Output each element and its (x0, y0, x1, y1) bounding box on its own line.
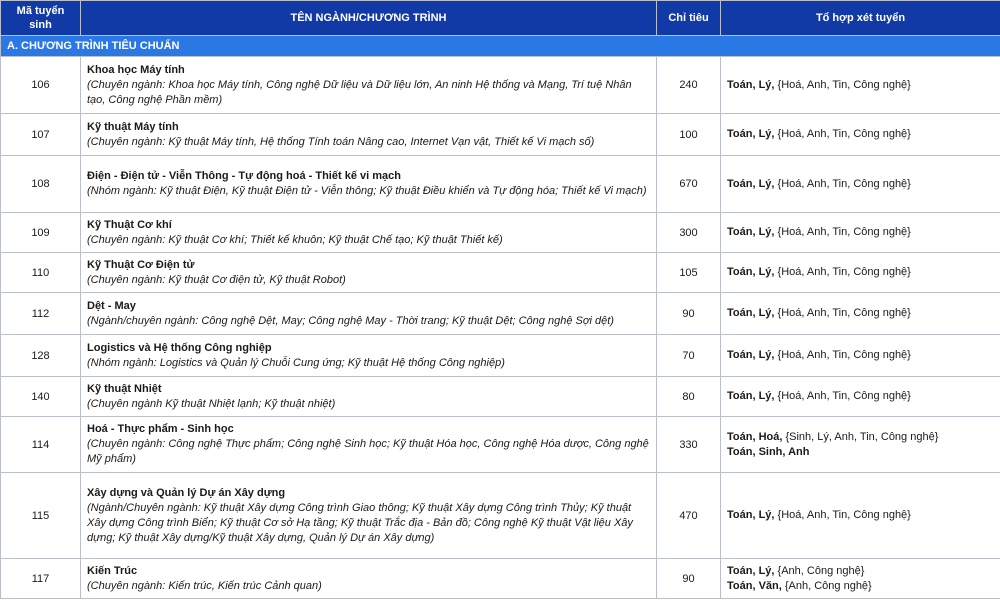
program-name: Kiến Trúc (87, 564, 138, 577)
program-cell (81, 114, 657, 156)
program-cell (81, 253, 657, 293)
program-cell (81, 213, 657, 253)
program-quota: 100 (657, 114, 721, 156)
program-cell (81, 473, 657, 559)
program-code: 128 (1, 335, 81, 377)
combo-required: Toán, Hoá, (727, 430, 783, 443)
combo-required: Toán, Sinh, Anh (727, 445, 810, 458)
subject-combination (721, 377, 1000, 417)
combo-optional: {Anh, Công nghệ} (774, 564, 865, 577)
combo-optional: {Hoá, Anh, Tin, Công nghệ} (774, 307, 911, 319)
subject-combination (721, 559, 1000, 599)
subject-combination (721, 114, 1000, 156)
table-row (1, 335, 1000, 377)
header-program: TÊN NGÀNH/CHƯƠNG TRÌNH (81, 1, 657, 36)
combo-required: Toán, Lý, (727, 307, 775, 319)
header-quota: Chỉ tiêu (657, 1, 721, 36)
combo-optional: {Hoá, Anh, Tin, Công nghệ} (774, 128, 911, 140)
program-specializations: (Chuyên ngành: Kỹ thuật Máy tính, Hệ thống Tính toán Nâng cao, Internet Vạn vật, Thiết kế Vi mạch số) (87, 135, 595, 148)
combo-optional: {Hoá, Anh, Tin, Công nghệ} (774, 509, 911, 521)
combo-required: Toán, Lý, (727, 226, 775, 238)
program-name: Kỹ thuật Máy tính (87, 120, 179, 133)
program-specializations: (Chuyên ngành: Công nghệ Thực phẩm; Công nghệ Sinh học; Kỹ thuật Hóa học, Công nghệ Hóa dược, Công nghệ Mỹ phẩm) (87, 438, 649, 465)
subject-combination (721, 213, 1000, 253)
program-code: 106 (1, 57, 81, 114)
table-row (1, 213, 1000, 253)
section-title: A. CHƯƠNG TRÌNH TIÊU CHUẨN (1, 36, 1000, 57)
program-code: 115 (1, 473, 81, 559)
subject-combination (721, 417, 1000, 473)
combo-required: Toán, Lý, (727, 177, 775, 190)
program-cell (81, 335, 657, 377)
program-cell (81, 377, 657, 417)
combo-required: Toán, Lý, (727, 390, 775, 402)
program-quota: 90 (657, 559, 721, 599)
program-name: Điện - Điện tử - Viễn Thông - Tự động hoá - Thiết kế vi mạch (87, 170, 401, 182)
program-specializations: (Chuyên ngành: Kỹ thuật Cơ khí; Thiết kế khuôn; Kỹ thuật Chế tạo; Kỹ thuật Thiết kế) (87, 233, 503, 246)
subject-combination (721, 57, 1000, 114)
combo-optional: {Hoá, Anh, Tin, Công nghệ} (774, 177, 911, 190)
combo-optional: {Hoá, Anh, Tin, Công nghệ} (774, 349, 911, 361)
program-code: 140 (1, 377, 81, 417)
combo-optional: {Hoá, Anh, Tin, Công nghệ} (774, 390, 911, 402)
program-name: Kỹ Thuật Cơ khí (87, 218, 172, 231)
program-specializations: (Chuyên ngành: Khoa học Máy tính, Công nghệ Dữ liệu và Dữ liệu lớn, An ninh Hệ thống và Mạng, Trí tuệ Nhân tạo, Công nghệ Phần mềm) (87, 78, 632, 106)
combo-required: Toán, Lý, (727, 266, 775, 278)
program-code: 117 (1, 559, 81, 599)
program-code: 112 (1, 293, 81, 335)
subject-combination (721, 253, 1000, 293)
program-specializations: (Chuyên ngành: Kiến trúc, Kiến trúc Cảnh quan) (87, 579, 322, 592)
table-row (1, 293, 1000, 335)
header-row (1, 1, 1000, 36)
program-quota: 90 (657, 293, 721, 335)
program-code: 114 (1, 417, 81, 473)
program-cell (81, 293, 657, 335)
program-quota: 70 (657, 335, 721, 377)
program-specializations: (Ngành/chuyên ngành: Công nghệ Dệt, May; Công nghệ May - Thời trang; Kỹ thuật Dệt; Công nghệ Sợi dệt) (87, 314, 614, 327)
combo-required: Toán, Văn, (727, 579, 782, 592)
table-row (1, 156, 1000, 213)
program-quota: 330 (657, 417, 721, 473)
program-name: Kỹ Thuật Cơ Điện tử (87, 258, 195, 271)
program-quota: 105 (657, 253, 721, 293)
header-combination: Tổ hợp xét tuyển (721, 1, 1000, 36)
table-row (1, 377, 1000, 417)
program-specializations: (Chuyên ngành Kỹ thuật Nhiệt lạnh; Kỹ thuật nhiệt) (87, 397, 336, 410)
program-cell (81, 559, 657, 599)
combo-optional: {Hoá, Anh, Tin, Công nghệ} (774, 78, 911, 91)
program-quota: 80 (657, 377, 721, 417)
subject-combination (721, 335, 1000, 377)
program-name: Khoa học Máy tính (87, 63, 185, 76)
table-row (1, 417, 1000, 473)
program-code: 110 (1, 253, 81, 293)
program-quota: 300 (657, 213, 721, 253)
combo-required: Toán, Lý, (727, 78, 775, 91)
program-specializations: (Nhóm ngành: Logistics và Quản lý Chuỗi Cung ứng; Kỹ thuật Hệ thống Công nghiệp) (87, 356, 505, 369)
subject-combination (721, 293, 1000, 335)
table-row (1, 253, 1000, 293)
combo-optional: {Sinh, Lý, Anh, Tin, Công nghệ} (782, 430, 939, 443)
program-cell (81, 156, 657, 213)
subject-combination (721, 156, 1000, 213)
combo-required: Toán, Lý, (727, 564, 775, 577)
program-name: Kỹ thuật Nhiệt (87, 382, 162, 395)
program-quota: 670 (657, 156, 721, 213)
program-code: 108 (1, 156, 81, 213)
subject-combination (721, 473, 1000, 559)
program-specializations: (Chuyên ngành: Kỹ thuật Cơ điện tử, Kỹ thuật Robot) (87, 273, 346, 286)
program-cell (81, 57, 657, 114)
combo-optional: {Anh, Công nghệ} (781, 579, 872, 592)
program-name: Dệt - May (87, 299, 136, 312)
program-cell (81, 417, 657, 473)
program-specializations: (Ngành/Chuyên ngành: Kỹ thuật Xây dựng Công trình Giao thông; Kỹ thuật Xây dựng Công trình Thủy; Kỹ thuật Xây dựng Công trình Biển; Kỹ thuật Cơ sở Hạ tầng; Kỹ thuật Trắc địa - Bản đồ; Công nghệ Kỹ thuật Vật liệu Xây dựng; Kỹ thuật Xây dựng/Kỹ thuật Xây dựng, Quản lý Dự án Xây dựng) (87, 501, 633, 544)
combo-required: Toán, Lý, (727, 349, 775, 361)
program-quota: 240 (657, 57, 721, 114)
header-code: Mã tuyển sinh (1, 1, 81, 36)
combo-optional: {Hoá, Anh, Tin, Công nghệ} (774, 266, 911, 278)
program-name: Logistics và Hệ thống Công nghiệp (87, 341, 272, 354)
program-name: Xây dựng và Quản lý Dự án Xây dựng (87, 486, 286, 499)
combo-required: Toán, Lý, (727, 128, 775, 140)
program-name: Hoá - Thực phẩm - Sinh học (87, 423, 234, 435)
program-quota: 470 (657, 473, 721, 559)
combo-optional: {Hoá, Anh, Tin, Công nghệ} (774, 226, 911, 238)
program-code: 107 (1, 114, 81, 156)
program-specializations: (Nhóm ngành: Kỹ thuật Điện, Kỹ thuật Điện tử - Viễn thông; Kỹ thuật Điều khiển và Tự động hóa; Thiết kế Vi mạch) (87, 185, 647, 197)
table-row (1, 473, 1000, 559)
table-row (1, 559, 1000, 599)
table-row (1, 57, 1000, 114)
table-row (1, 114, 1000, 156)
combo-required: Toán, Lý, (727, 509, 775, 521)
program-code: 109 (1, 213, 81, 253)
section-row (1, 36, 1000, 57)
